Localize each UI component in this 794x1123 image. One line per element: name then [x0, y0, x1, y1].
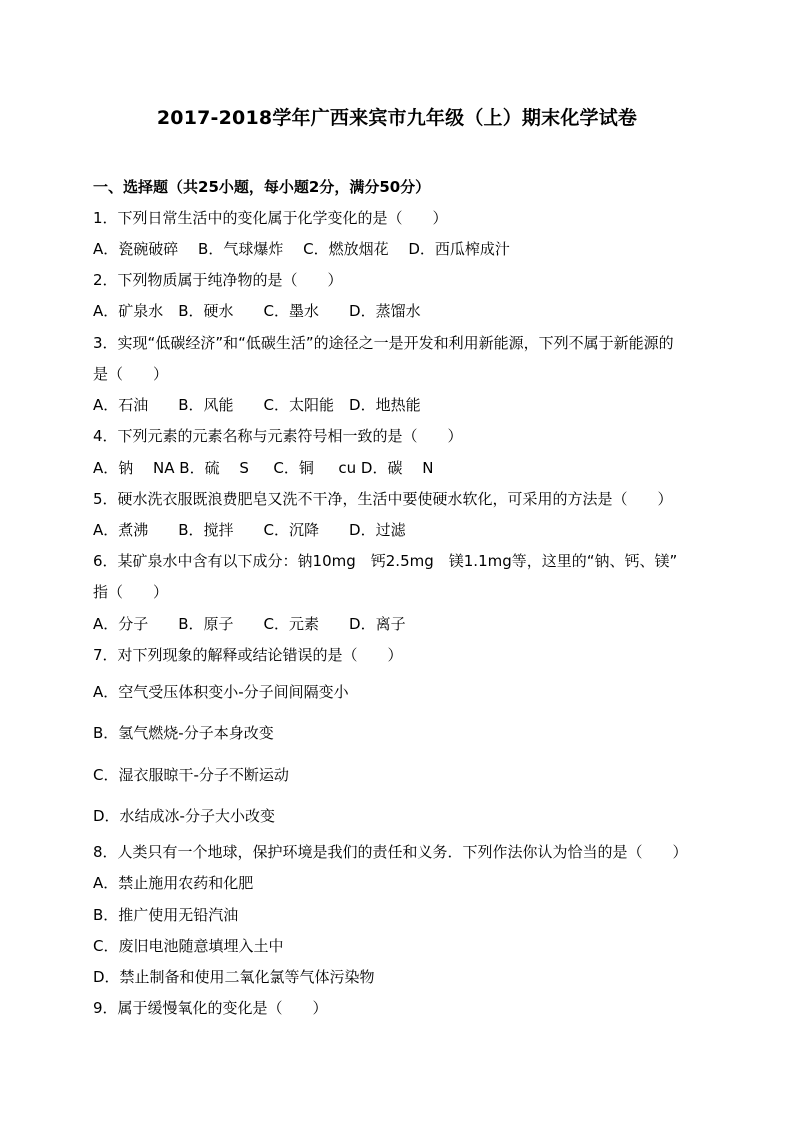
question-8-option-b: B．推广使用无铅汽油 — [93, 906, 239, 924]
question-8-option-d: D．禁止制备和使用二氧化氯等气体污染物 — [93, 968, 375, 986]
exam-title: 2017-2018学年广西来宾市九年级（上）期末化学试卷 — [156, 107, 638, 129]
question-8-option-c: C．废旧电池随意填埋入土中 — [93, 937, 284, 955]
question-2-stem: 2．下列物质属于纯净物的是（ ） — [93, 271, 343, 289]
question-7-option-b: B．氢气燃烧-分子本身改变 — [93, 724, 274, 742]
question-9-stem: 9．属于缓慢氧化的变化是（ ） — [93, 999, 328, 1017]
question-3-stem-line2: 是（ ） — [93, 365, 169, 383]
question-8-option-a: A．禁止施用农药和化肥 — [93, 874, 254, 892]
question-4-stem: 4．下列元素的元素名称与元素符号相一致的是（ ） — [93, 427, 463, 445]
question-7-stem: 7．对下列现象的解释或结论错误的是（ ） — [93, 646, 403, 664]
question-7-option-a: A．空气受压体积变小-分子间间隔变小 — [93, 683, 349, 701]
question-4-options: A．钠 NA B．硫 S C．铜 cu D．碳 N — [93, 459, 434, 477]
question-6-stem-line2: 指（ ） — [93, 583, 169, 601]
question-5-options: A．煮沸 B．搅拌 C．沉降 D．过滤 — [93, 521, 406, 539]
question-6-stem-line1: 6．某矿泉水中含有以下成分：钠10mg 钙2.5mg 镁1.1mg等，这里的“钠、钙、镁” — [93, 552, 678, 570]
question-5-stem: 5．硬水洗衣服既浪费肥皂又洗不干净，生活中要使硬水软化，可采用的方法是（ ） — [93, 490, 673, 508]
question-2-options: A．矿泉水 B．硬水 C．墨水 D．蒸馏水 — [93, 302, 421, 320]
section-heading: 一、选择题（共25小题，每小题2分，满分50分） — [93, 178, 431, 196]
question-7-option-d: D．水结成冰-分子大小改变 — [93, 807, 275, 825]
question-3-stem-line1: 3．实现“低碳经济”和“低碳生活”的途径之一是开发和利用新能源，下列不属于新能源的 — [93, 334, 674, 352]
question-1-options: A．瓷碗破碎 B．气球爆炸 C．燃放烟花 D．西瓜榨成汁 — [93, 240, 510, 258]
question-1-stem: 1．下列日常生活中的变化属于化学变化的是（ ） — [93, 209, 448, 227]
question-7-option-c: C．湿衣服晾干-分子不断运动 — [93, 766, 289, 784]
question-8-stem: 8．人类只有一个地球，保护环境是我们的责任和义务．下列作法你认为恰当的是（ ） — [93, 843, 688, 861]
question-3-options: A．石油 B．风能 C．太阳能 D．地热能 — [93, 396, 421, 414]
question-6-options: A．分子 B．原子 C．元素 D．离子 — [93, 615, 406, 633]
